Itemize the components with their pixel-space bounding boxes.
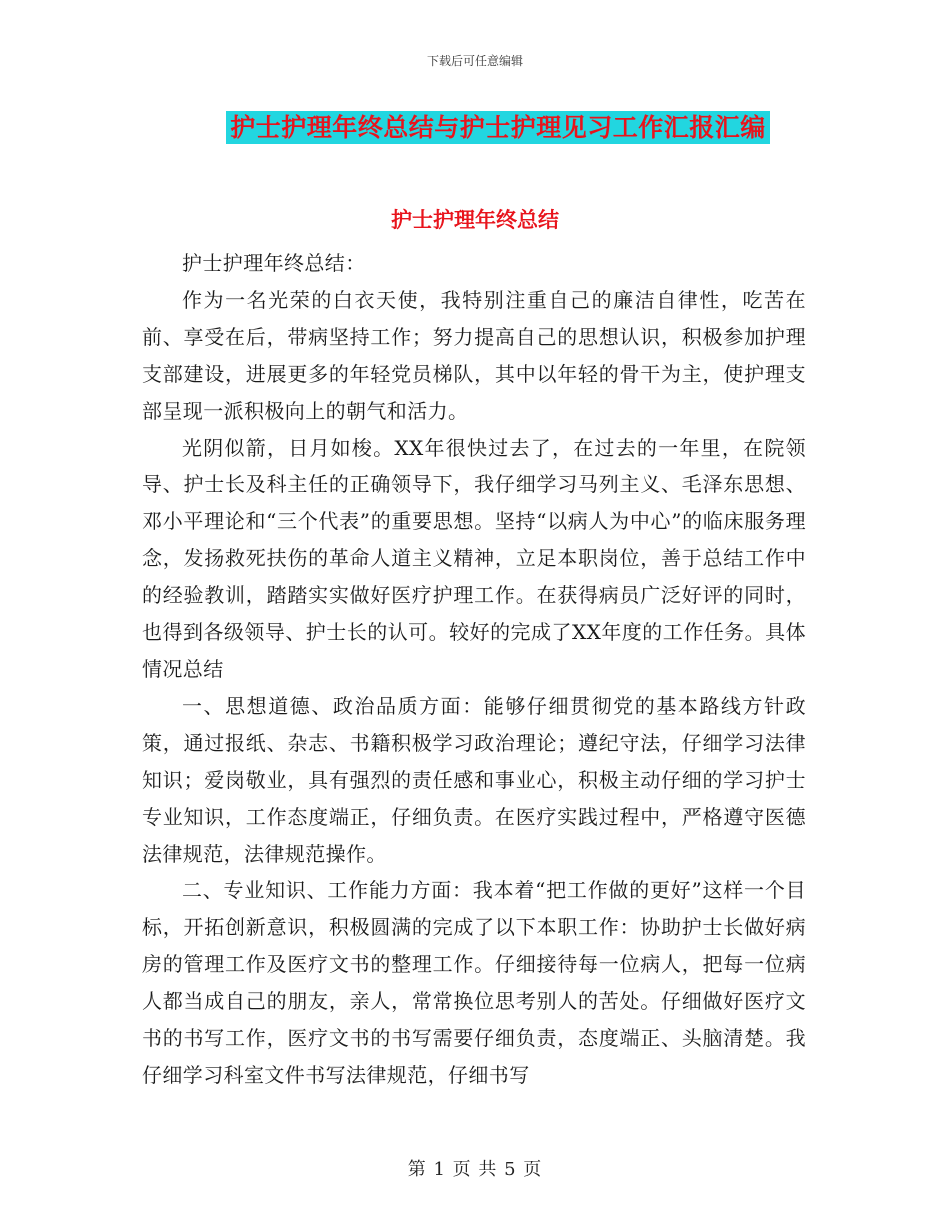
paragraph-self-discipline: 作为一名光荣的白衣天使，我特别注重自己的廉洁自律性，吃苦在前、享受在后，带病坚持工作；努力提高自己的思想认识，积极参加护理支部建设，进展更多的年轻党员梯队，其中以年轻的骨干为主，使护理支部呈现一派积极向上的朝气和活力。 bbox=[142, 287, 806, 423]
paragraph-year-review: 光阴似箭，日月如梭。XX年很快过去了，在过去的一年里，在院领导、护士长及科主任的正确领导下，我仔细学习马列主义、毛泽东思想、邓小平理论和“三个代表”的重要思想。坚持“以病人为中心”的临床服务理念，发扬救死扶伤的革命人道主义精神，立足本职岗位，善于总结工作中的经验教训，踏踏实实做好医疗护理工作。在获得病员广泛好评的同时，也得到各级领导、护士长的认可。较好的完成了XX年度的工作任务。具体情况总结 bbox=[142, 435, 806, 681]
document-body bbox=[142, 245, 806, 1094]
paragraph-ethics: 一、思想道德、政治品质方面：能够仔细贯彻党的基本路线方针政策，通过报纸、杂志、书籍积极学习政治理论；遵纪守法，仔细学习法律知识；爱岗敬业，具有强烈的责任感和事业心，积极主动仔细的学习护士专业知识，工作态度端正，仔细负责。在医疗实践过程中，严格遵守医德法律规范，法律规范操作。 bbox=[142, 693, 806, 866]
paragraph-professional-skills: 二、专业知识、工作能力方面：我本着“把工作做的更好”这样一个目标，开拓创新意识，积极圆满的完成了以下本职工作：协助护士长做好病房的管理工作及医疗文书的整理工作。仔细接待每一位病人，把每一位病人都当成自己的朋友，亲人，常常换位思考别人的苦处。仔细做好医疗文书的书写工作，医疗文书的书写需要仔细负责，态度端正、头脑清楚。我仔细学习科室文件书写法律规范，仔细书写 bbox=[142, 878, 806, 1087]
main-title-container bbox=[0, 111, 950, 144]
main-title: 护士护理年终总结与护士护理见习工作汇报汇编 bbox=[226, 111, 770, 144]
paragraph-intro: 护士护理年终总结： bbox=[182, 251, 366, 275]
page-footer: 第 1 页 共 5 页 bbox=[407, 1159, 543, 1180]
section-title: 护士护理年终总结 bbox=[391, 207, 559, 232]
header-note: 下载后可任意编辑 bbox=[426, 54, 523, 68]
